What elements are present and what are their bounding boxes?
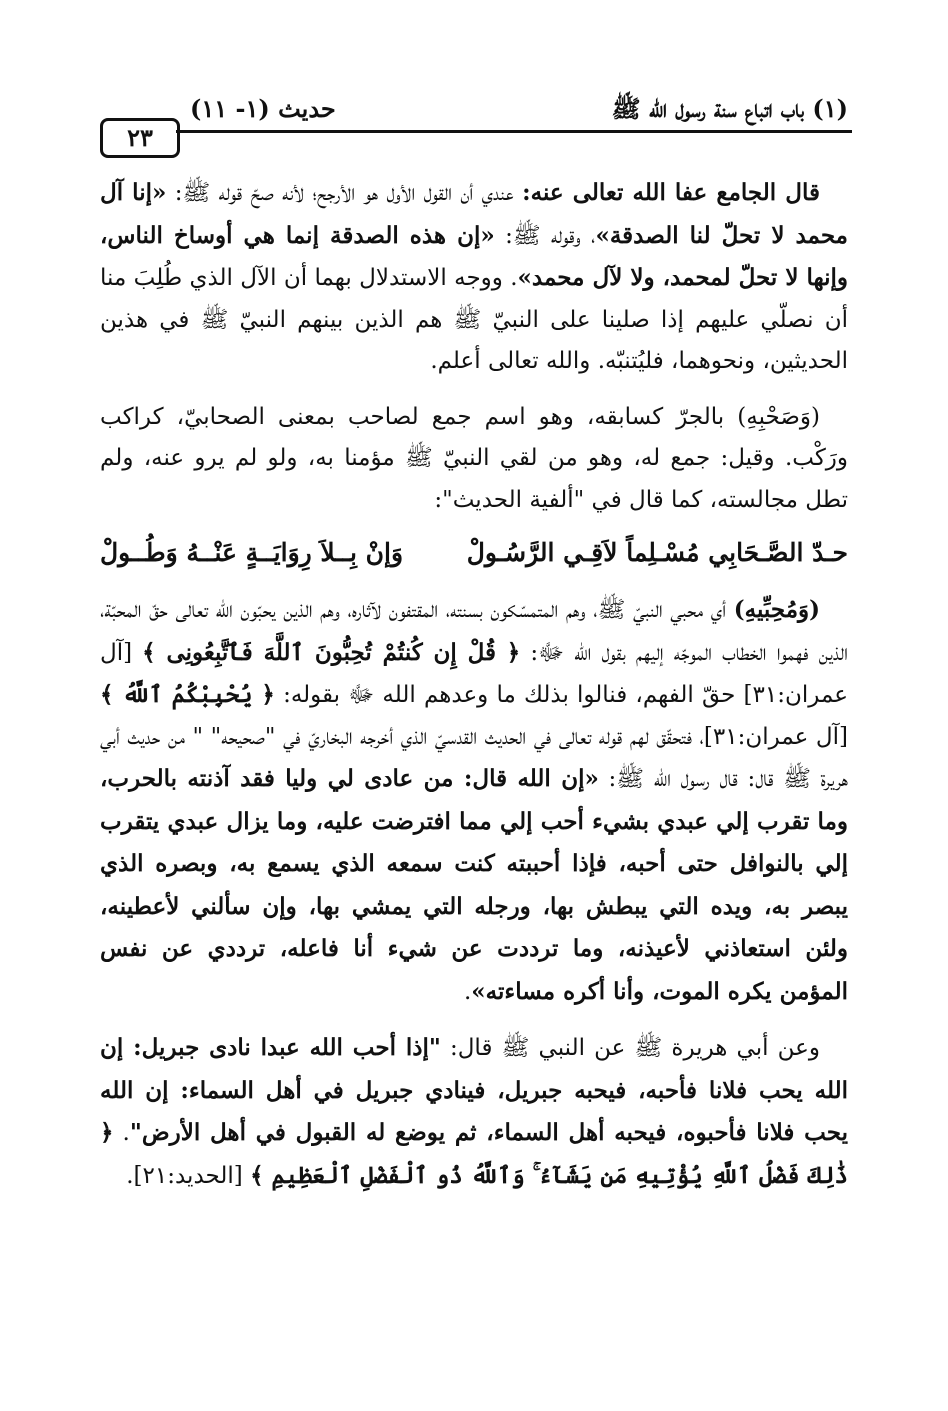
hadith-quote-3: "إذا أحب الله عبدا نادى جبريل: إن الله يحب فلانا فأحبه، فيحبه جبريل، فينادي جبريل في أهل السماء: إن الله يحب فلانا فأحبوه، فيحبه أهل السماء، ثم يوضع له القبول في أهل الأرض" [100, 1034, 849, 1146]
term-muhibbihi: (وَمُحِبِّيهِ) [733, 596, 820, 623]
p3-text-3: [آل عمران:٣١]، فتحقّق لهم قوله تعالى في الحديث القدسيّ الذي أخرجه البخاريّ في "صحيحه" " من حديث أبي هريرة ﷺ قال: قال رسول الله ﷺ: [100, 723, 848, 792]
p1-text-1: عندي أن القول الأول هو الأرجح؛ لأنه صحّ قوله ﷺ: [166, 180, 523, 206]
p3-text-1: أي محبي النبيّ ﷺ، وهم المتمسّكون بسنته، المقتفون لآثاره، وهم الذين يحبّون الله تعالى حقّ المحبّة، الذين فهموا الخطاب الموجّه إليهم بقول الله ﷻ: [100, 597, 848, 666]
poetry-verse [100, 533, 848, 573]
hadith-qudsi-quote: «إن الله قال: من عادى لي وليا فقد آذنته بالحرب، وما تقرب إلي عبدي بشيء أحب إلي مما افترضت عليه، وما يزال عبدي يتقرب إلي بالنوافل حتى أحبه، فإذا أحببته كنت سمعه الذي يسمع به، وبصره الذي يبصر به، ويده التي يبطش بها، ورجله التي يمشي بها، وإن سألني لأعطينه، ولئن استعاذني لأعيذنه، وما ترددت عن شيء أنا فاعله، ترددي عن نفس المؤمن يكره الموت، وأنا أكره مساءته» [100, 765, 848, 1005]
p4-text-1: وعن أبي هريرة ﷺ عن النبي ﷺ قال: [440, 1035, 820, 1061]
p4-text-3: [الحديد:٢١]. [126, 1162, 251, 1189]
author-note-label: قال الجامع عفا الله تعالى عنه: [522, 179, 820, 206]
p1-text-2: ، وقوله ﷺ: [494, 222, 596, 249]
paragraph-2 [100, 397, 848, 522]
hadith-quote-1: «إنا آل محمد لا تحلّ لنا الصدقة» [100, 179, 849, 249]
paragraph-3 [100, 589, 848, 1013]
p1-text-3: . ووجه الاستدلال بهما أن الآل الذي طُلِبَ منا أن نصلّي عليهم إذا صلينا على النبيّ ﷺ هم الذين بينهم النبيّ ﷺ في هذين الحديثين، ونحوهما، فليُتنبّه. والله تعالى أعلم. [100, 265, 848, 374]
quran-verse-3: ﴿ ذَٰلِكَ فَضْلُ ٱللَّهِ يُؤْتِيهِ مَن يَشَآءُ ۚ وَٱللَّهُ ذُو ٱلْفَضْلِ ٱلْعَظِيمِ ﴾ [100, 1119, 848, 1189]
header-rule [176, 130, 852, 133]
paragraph-1 [100, 172, 848, 383]
p4-text-2: . [113, 1120, 130, 1146]
verse-first-hemistich: حـدّ الصَّـحَابِي مُسْـلِماً لاَقِـي الرَّسُـولْ [466, 538, 848, 567]
body-text [100, 172, 848, 1197]
quran-verse-2: ﴿ يُحْبِبْكُمُ ٱللَّهُ ﴾ [100, 681, 275, 708]
p3-text-2: [آل عمران:٣١] حقّ الفهم، فنالوا بذلك ما وعدهم الله ﷻ بقوله: [100, 639, 849, 708]
verse-second-hemistich: وَإنْ بِــلاَ رِوَايَــةٍ عَنْــهُ وَطُــولْ [100, 538, 404, 567]
chapter-title: (١) باب اتباع سنة رسول الله ﷺ [611, 94, 848, 123]
quran-verse-1: ﴿ قُلْ إِن كُنتُمْ تُحِبُّونَ ٱللَّهَ فَٱتَّبِعُونِى ﴾ [142, 638, 521, 666]
paragraph-4 [100, 1027, 848, 1197]
p2-text: (وَصَحْبِهِ) بالجرّ كسابقه، وهو اسم جمع لصاحب بمعنى الصحابيّ، كراكب ورَكْب. وقيل: جمع له، وهو من لقي النبيّ ﷺ مؤمنا به، ولو لم يرو عنه، ولم تطل مجالسته، كما قال في "ألفية الحديث": [100, 403, 848, 513]
page-number: ٢٣ [100, 118, 180, 158]
p3-text-4: . [463, 978, 472, 1005]
hadith-range: حديث (١- ١١) [190, 94, 336, 123]
hadith-quote-2: «إن هذه الصدقة إنما هي أوساخ الناس، وإنها لا تحلّ لمحمد، ولا لآل محمد» [100, 221, 848, 291]
